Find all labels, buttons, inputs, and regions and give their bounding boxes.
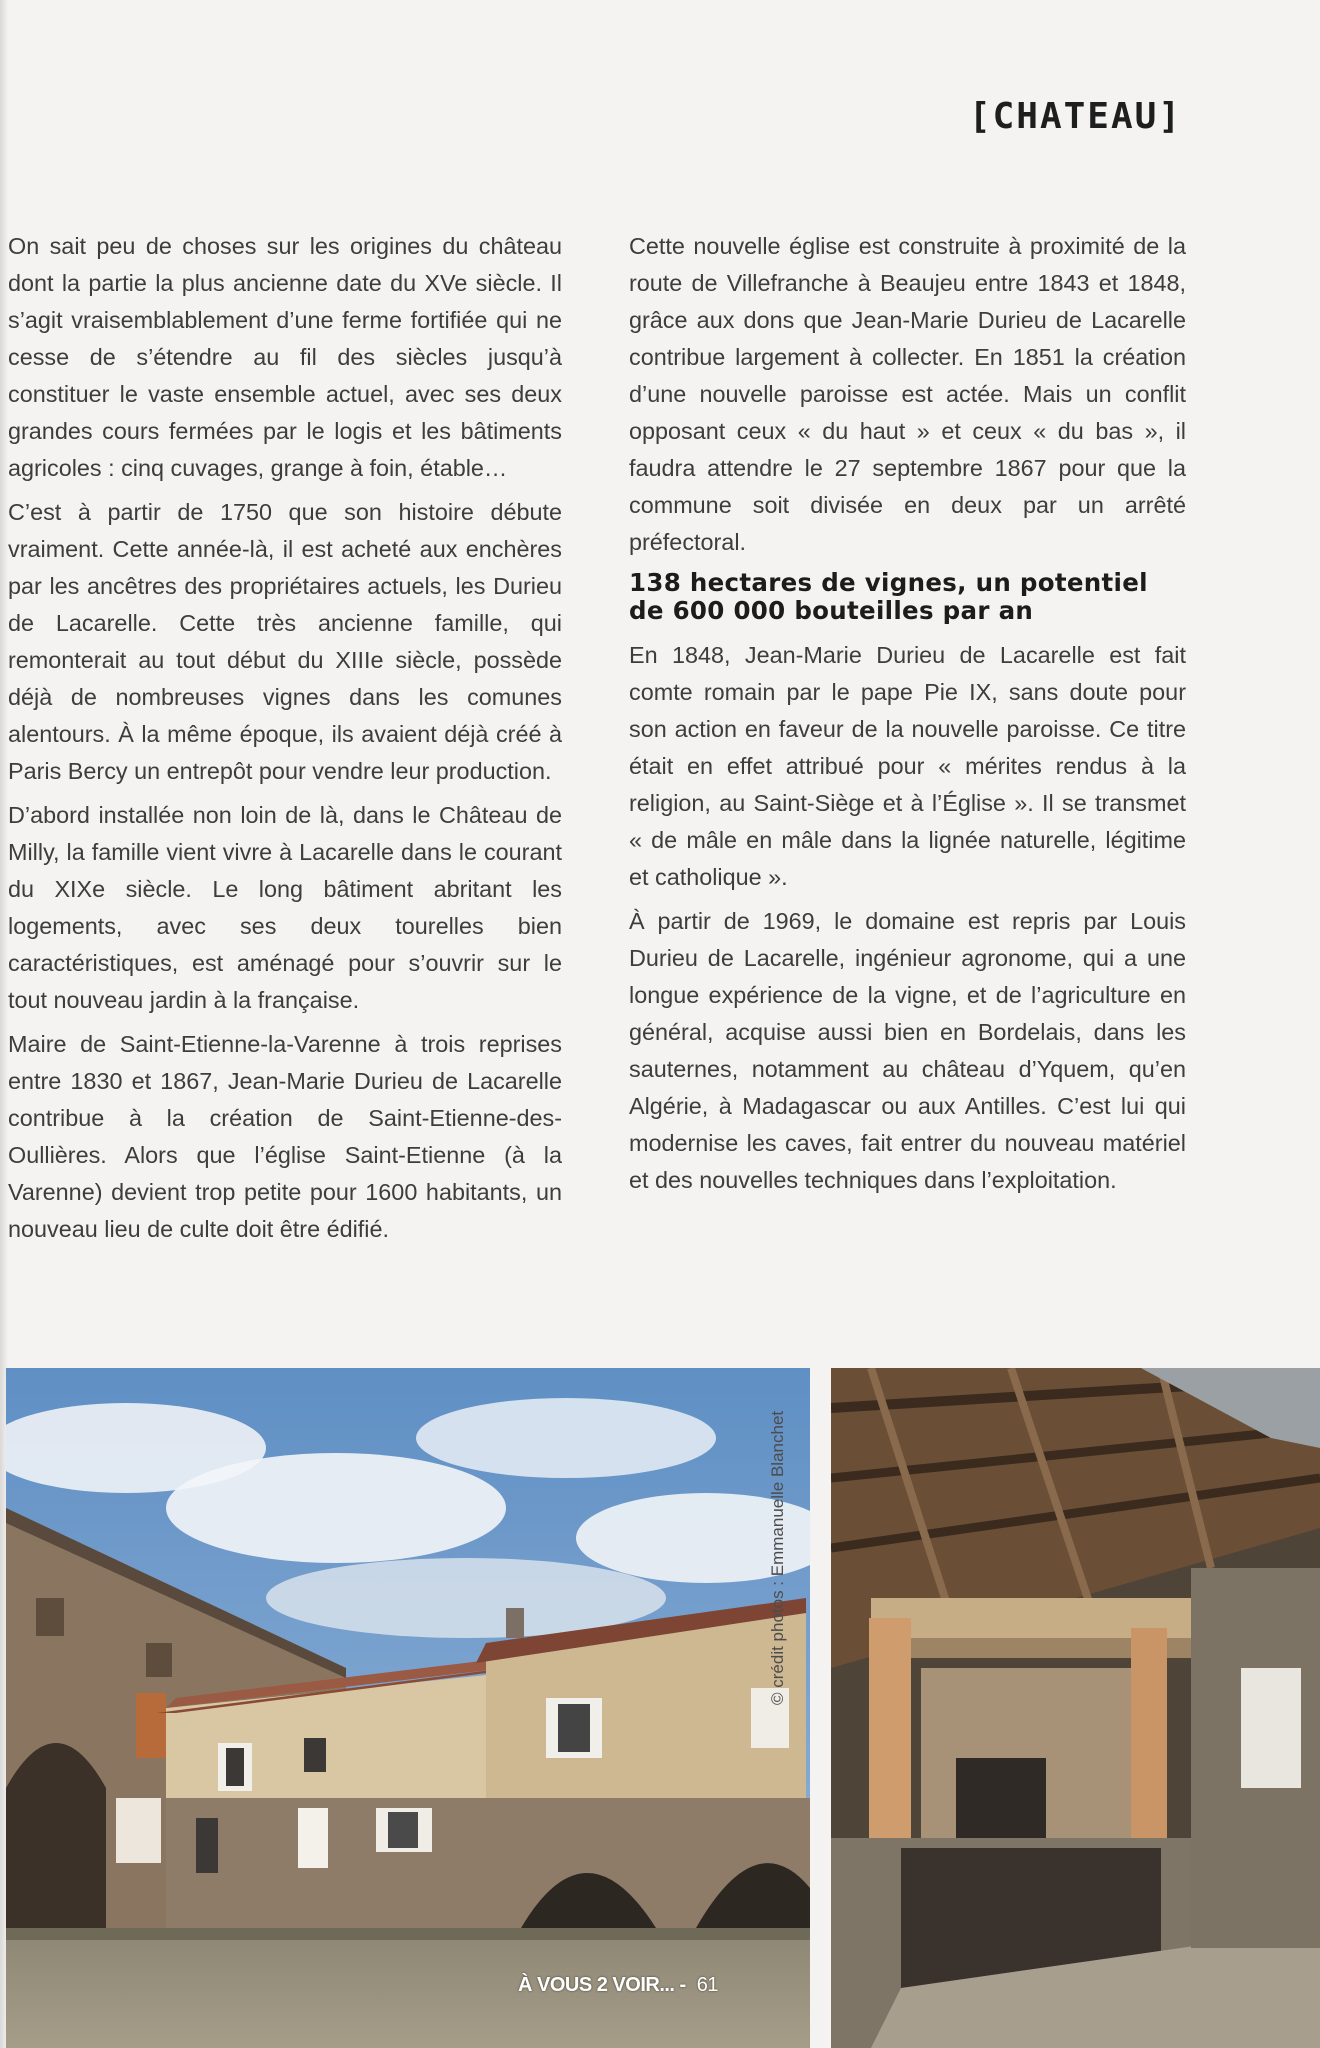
article-left-column xyxy=(8,228,562,1255)
photo-credit: © crédit photos : Emmanuelle Blanchet xyxy=(768,1410,787,1705)
section-tag: [CHATEAU] xyxy=(968,96,1182,137)
page-number: 61 xyxy=(696,1974,719,1996)
paragraph: On sait peu de choses sur les origines du château dont la partie la plus ancienne date du XVe siècle. Il s’agit vraisemblablement d’une ferme fortifiée qui ne cesse de s’étendre au fil des siècles jusqu’à constituer le vaste ensemble actuel, avec ses deux grandes cours fermées par le logis et les bâtiments agricoles : cinq cuvages, grange à foin, étable… xyxy=(8,233,562,481)
paragraph: Cette nouvelle église est construite à proximité de la route de Villefranche à Beaujeu entre 1843 et 1848, grâce aux dons que Jean-Marie Durieu de Lacarelle contribue largement à collecter. En 1851 la création d’une nouvelle paroisse est actée. Mais un conflit opposant ceux « du haut » et ceux « du bas », il faudra attendre le 27 septembre 1867 pour que la commune soit divisée en deux par un arrêté préfectoral. xyxy=(629,233,1186,555)
article-right-column xyxy=(629,228,1186,1206)
paragraph: À partir de 1969, le domaine est repris par Louis Durieu de Lacarelle, ingénieur agronome, qui a une longue expérience de la vigne, et de l’agriculture en général, acquise aussi bien en Bordelais, dans les sauternes, notamment au château d’Yquem, qu’en Algérie, à Madagascar ou aux Antilles. C’est lui qui modernise les caves, fait entrer du nouveau matériel et des nouvelles techniques dans l’exploitation. xyxy=(629,908,1186,1193)
page-footer xyxy=(518,1974,718,1997)
wine-press-photo xyxy=(831,1368,1320,2048)
subheading: 138 hectares de vignes, un potentiel de 600 000 bouteilles par an xyxy=(629,568,1148,625)
paragraph: Maire de Saint-Etienne-la-Varenne à trois reprises entre 1830 et 1867, Jean-Marie Durieu de Lacarelle contribue à la création de Saint-Etienne-des-Oullières. Alors que l’église Saint-Etienne (à la Varenne) devient trop petite pour 1600 habitants, un nouveau lieu de culte doit être édifié. xyxy=(8,1031,562,1242)
magazine-name: À VOUS 2 VOIR... xyxy=(518,1974,675,1996)
footer-separator: - xyxy=(679,1974,686,1996)
paragraph: En 1848, Jean-Marie Durieu de Lacarelle est fait comte romain par le pape Pie IX, sans doute pour son action en faveur de la nouvelle paroisse. Ce titre était en effet attribué pour « mérites rendus à la religion, au Saint-Siège et à l’Église ». Il se transmet « de mâle en mâle dans la lignée naturelle, légitime et catholique ». xyxy=(629,642,1186,890)
courtyard-photo xyxy=(6,1368,810,2048)
paragraph: D’abord installée non loin de là, dans le Château de Milly, la famille vient vivre à Lacarelle dans le courant du XIXe siècle. Le long bâtiment abritant les logements, avec ses deux tourelles bien caractéristiques, est aménagé pour s’ouvrir sur le tout nouveau jardin à la française. xyxy=(8,802,562,1013)
paragraph: C’est à partir de 1750 que son histoire débute vraiment. Cette année-là, il est acheté aux enchères par les ancêtres des propriétaires actuels, les Durieu de Lacarelle. Cette très ancienne famille, qui remonterait au tout début du XIIIe siècle, possède déjà de nombreuses vignes dans les comunes alentours. À la même époque, ils avaient déjà créé à Paris Bercy un entrepôt pour vendre leur production. xyxy=(8,499,562,784)
